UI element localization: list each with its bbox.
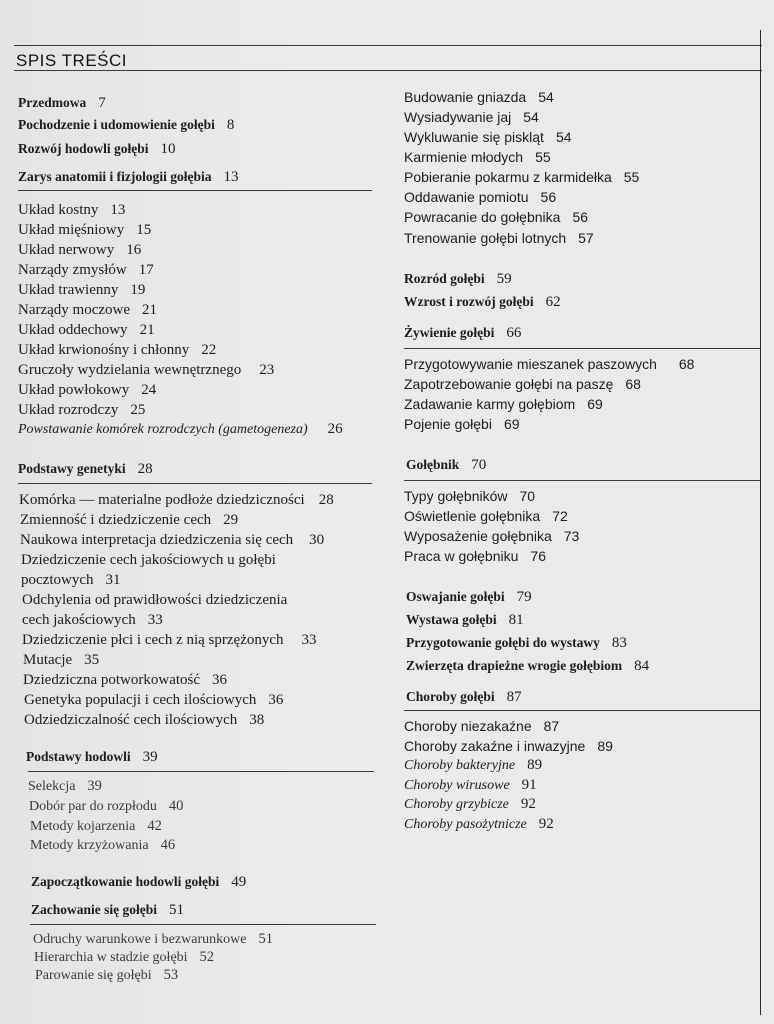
toc-page-number: 10 bbox=[160, 141, 176, 157]
toc-entry-title: Układ powłokowy bbox=[18, 382, 130, 398]
toc-entry-title: Odruchy warunkowe i bezwarunkowe bbox=[33, 932, 247, 947]
toc-entry bbox=[18, 301, 157, 319]
toc-entry bbox=[18, 140, 176, 158]
section-rule bbox=[30, 924, 376, 925]
toc-entry-title: Podstawy genetyki bbox=[18, 461, 126, 476]
toc-page-number: 33 bbox=[301, 632, 317, 648]
toc-page-number: 69 bbox=[503, 416, 520, 432]
toc-entry bbox=[18, 241, 141, 259]
toc-entry bbox=[18, 221, 151, 239]
toc-page-number: 66 bbox=[506, 325, 522, 341]
toc-entry bbox=[18, 281, 145, 299]
toc-entry-title: Przygotowanie gołębi do wystawy bbox=[406, 635, 600, 650]
toc-entry bbox=[404, 188, 556, 206]
toc-page-number: 89 bbox=[597, 738, 613, 754]
toc-entry-title: Zadawanie karmy gołębiom bbox=[404, 396, 576, 412]
toc-page-number: 21 bbox=[142, 302, 158, 318]
toc-page-number: 30 bbox=[309, 532, 325, 548]
toc-entry-title: Wysiadywanie jaj bbox=[404, 109, 512, 125]
toc-entry bbox=[22, 631, 317, 649]
toc-entry bbox=[18, 401, 145, 419]
toc-entry-title: Układ mięśniowy bbox=[18, 222, 125, 238]
toc-entry bbox=[33, 930, 273, 949]
toc-entry-title: Trenowanie gołębi lotnych bbox=[404, 230, 567, 246]
section-rule bbox=[18, 190, 372, 191]
section-rule bbox=[404, 480, 760, 481]
toc-page-number: 69 bbox=[587, 396, 603, 412]
toc-entry-title: Układ trawienny bbox=[18, 282, 119, 298]
toc-page-number: 26 bbox=[327, 421, 343, 437]
page-edge bbox=[760, 30, 761, 1015]
toc-page-number: 28 bbox=[137, 461, 153, 477]
toc-page-number: 83 bbox=[611, 635, 627, 651]
toc-entry bbox=[404, 717, 559, 735]
toc-entry-title: Choroby niezakaźne bbox=[404, 718, 532, 734]
toc-entry-title: Gruczoły wydzielania wewnętrznego bbox=[18, 362, 242, 378]
toc-entry-title: Rozród gołębi bbox=[404, 271, 485, 286]
toc-entry-title: Przedmowa bbox=[18, 95, 87, 110]
toc-entry-title: Mutacje bbox=[23, 652, 73, 668]
toc-entry-title: Pochodzenie i udomowienie gołębi bbox=[18, 117, 215, 132]
toc-entry-title: Wystawa gołębi bbox=[406, 612, 497, 627]
toc-page-number: 56 bbox=[540, 189, 557, 205]
toc-entry bbox=[18, 460, 153, 478]
toc-entry bbox=[30, 817, 162, 836]
toc-page-number: 28 bbox=[318, 492, 334, 508]
toc-entry bbox=[404, 229, 594, 247]
toc-page-number: 36 bbox=[212, 672, 228, 688]
toc-entry-title: Zmienność i dziedziczenie cech bbox=[20, 512, 212, 528]
toc-page-number: 36 bbox=[268, 692, 284, 708]
toc-entry-title: Dobór par do rozpłodu bbox=[29, 799, 157, 814]
toc-entry bbox=[35, 966, 178, 985]
toc-entry-title: Pobieranie pokarmu z karmidełka bbox=[404, 169, 612, 185]
toc-page-number: 51 bbox=[169, 902, 185, 918]
toc-page-number: 42 bbox=[147, 818, 162, 834]
toc-entry bbox=[404, 128, 572, 146]
toc-page-number: 46 bbox=[160, 837, 176, 853]
toc-entry-title: Typy gołębników bbox=[404, 488, 508, 504]
toc-entry-title: Zachowanie się gołębi bbox=[31, 902, 158, 917]
toc-entry bbox=[21, 551, 276, 569]
toc-entry bbox=[404, 375, 641, 393]
toc-page-number: 76 bbox=[530, 548, 546, 564]
section-rule bbox=[18, 483, 372, 484]
toc-page-number: 19 bbox=[130, 282, 146, 298]
toc-entry-title: Metody kojarzenia bbox=[30, 819, 136, 834]
toc-page-number: 13 bbox=[223, 169, 239, 185]
toc-entry bbox=[404, 756, 542, 775]
toc-page-number: 87 bbox=[506, 689, 522, 705]
toc-page-number: 62 bbox=[545, 294, 561, 310]
page-title: SPIS TREŚCI bbox=[16, 51, 127, 70]
toc-page-number: 68 bbox=[625, 376, 641, 392]
toc-entry-title: Przygotowywanie mieszanek paszowych bbox=[404, 356, 657, 372]
toc-entry bbox=[404, 815, 554, 834]
toc-entry bbox=[28, 777, 102, 796]
toc-entry bbox=[31, 873, 246, 891]
toc-entry bbox=[404, 415, 520, 433]
toc-entry-title: Oddawanie pomiotu bbox=[404, 189, 529, 205]
toc-page-number: 84 bbox=[634, 658, 650, 674]
toc-entry bbox=[406, 634, 627, 652]
toc-entry-title: Komórka — materialne podłoże dziedziczności bbox=[19, 492, 305, 508]
toc-entry bbox=[22, 591, 287, 609]
toc-page-number: 73 bbox=[563, 528, 580, 544]
toc-entry-title: Narządy zmysłów bbox=[18, 262, 127, 278]
toc-entry bbox=[20, 531, 324, 549]
toc-entry bbox=[406, 657, 649, 675]
toc-entry bbox=[406, 688, 522, 706]
toc-entry-title: Naukowa interpretacja dziedziczenia się cech bbox=[20, 532, 294, 548]
toc-page-number: 81 bbox=[508, 612, 524, 628]
toc-page-number: 89 bbox=[527, 757, 543, 773]
toc-entry bbox=[22, 611, 163, 629]
toc-entry bbox=[404, 527, 579, 545]
toc-entry-title: Zarys anatomii i fizjologii gołębia bbox=[18, 169, 212, 184]
toc-entry-title: Selekcja bbox=[28, 779, 76, 794]
toc-entry bbox=[18, 168, 239, 186]
toc-entry bbox=[29, 797, 183, 816]
toc-page-number: 31 bbox=[105, 572, 121, 588]
toc-entry bbox=[20, 511, 238, 529]
toc-entry-title: Dziedziczenie płci i cech z nią sprzężonych bbox=[22, 632, 284, 648]
toc-entry bbox=[23, 671, 227, 689]
toc-entry-title: Układ rozrodczy bbox=[18, 402, 119, 418]
toc-entry-title: Rozwój hodowli gołębi bbox=[18, 141, 149, 156]
toc-page-number: 87 bbox=[543, 718, 560, 734]
toc-entry-title: Układ oddechowy bbox=[18, 322, 128, 338]
toc-entry bbox=[26, 748, 158, 766]
toc-entry-title: Zapotrzebowanie gołębi na paszę bbox=[404, 376, 614, 392]
toc-page-number: 91 bbox=[521, 777, 537, 793]
toc-page-number: 70 bbox=[519, 488, 536, 504]
toc-entry bbox=[404, 88, 554, 106]
toc-page-number: 17 bbox=[138, 262, 154, 278]
toc-entry bbox=[21, 571, 120, 589]
toc-entry bbox=[404, 148, 551, 166]
toc-entry-title: Hierarchia w stadzie gołębi bbox=[34, 950, 188, 965]
toc-page-number: 38 bbox=[249, 712, 265, 728]
toc-page-number: 53 bbox=[163, 967, 179, 983]
toc-entry bbox=[404, 395, 603, 413]
toc-entry-title: Choroby pasożytnicze bbox=[404, 817, 527, 832]
toc-page-number: 59 bbox=[496, 271, 512, 287]
toc-page-number: 39 bbox=[142, 749, 158, 765]
toc-entry bbox=[18, 381, 156, 399]
toc-page-number: 39 bbox=[87, 778, 102, 794]
toc-page-number: 54 bbox=[555, 129, 572, 145]
toc-entry-title: Oswajanie gołębi bbox=[406, 589, 505, 604]
toc-entry-title: Choroby wirusowe bbox=[404, 778, 510, 793]
toc-entry-title: Zwierzęta drapieżne wrogie gołębiom bbox=[406, 658, 623, 673]
toc-page-number: 68 bbox=[678, 356, 695, 372]
toc-entry-title: Podstawy hodowli bbox=[26, 749, 131, 764]
toc-page-number: 7 bbox=[98, 95, 106, 111]
toc-entry-title: Metody krzyżowania bbox=[30, 838, 149, 853]
toc-entry bbox=[406, 456, 486, 474]
toc-entry-title: Choroby bakteryjne bbox=[404, 758, 516, 773]
toc-entry bbox=[18, 420, 343, 439]
toc-page-number: 79 bbox=[516, 589, 532, 605]
toc-page-number: 70 bbox=[471, 457, 487, 473]
toc-entry bbox=[18, 361, 274, 379]
toc-page-number: 8 bbox=[226, 117, 235, 133]
toc-page-number: 55 bbox=[623, 169, 640, 185]
toc-entry bbox=[31, 901, 184, 919]
toc-page-number: 92 bbox=[520, 796, 536, 812]
toc-entry bbox=[404, 324, 521, 342]
toc-entry bbox=[404, 487, 535, 505]
toc-page-number: 23 bbox=[259, 362, 275, 378]
toc-entry bbox=[18, 201, 125, 219]
toc-entry bbox=[404, 168, 639, 186]
toc-entry-title: Wykluwanie się piskląt bbox=[404, 129, 544, 145]
toc-entry-title: Wyposażenie gołębnika bbox=[404, 528, 552, 544]
toc-page-number: 52 bbox=[199, 949, 215, 965]
toc-entry bbox=[18, 94, 106, 112]
toc-entry-title: Pojenie gołębi bbox=[404, 416, 492, 432]
section-rule bbox=[404, 710, 760, 711]
toc-page-number: 72 bbox=[552, 508, 568, 524]
toc-page-number: 54 bbox=[523, 109, 539, 125]
toc-entry-title: Dziedziczna potworkowatość bbox=[23, 672, 201, 688]
toc-page-number: 33 bbox=[147, 612, 163, 628]
section-rule bbox=[28, 771, 374, 772]
toc-page-number: 35 bbox=[84, 652, 100, 668]
toc-entry-title: Oświetlenie gołębnika bbox=[404, 508, 541, 524]
toc-entry-title: Układ krwionośny i chłonny bbox=[18, 342, 190, 358]
toc-page-number: 40 bbox=[168, 798, 184, 814]
toc-entry bbox=[404, 776, 537, 795]
toc-entry-title: Genetyka populacji i cech ilościowych bbox=[24, 692, 257, 708]
toc-entry bbox=[23, 651, 99, 669]
toc-page-number: 57 bbox=[578, 230, 594, 246]
toc-entry-title: cech jakościowych bbox=[22, 612, 136, 628]
toc-page-number: 29 bbox=[223, 512, 239, 528]
toc-entry-title: Budowanie gniazda bbox=[404, 89, 527, 105]
toc-entry-title: Układ kostny bbox=[18, 202, 99, 218]
toc-entry bbox=[404, 293, 561, 311]
toc-page-number: 49 bbox=[231, 874, 247, 890]
toc-entry bbox=[404, 547, 546, 565]
toc-entry-title: Żywienie gołębi bbox=[404, 325, 495, 340]
toc-entry bbox=[404, 108, 539, 126]
toc-entry-title: Choroby gołębi bbox=[406, 689, 495, 704]
toc-entry-title: Parowanie się gołębi bbox=[35, 968, 152, 983]
toc-entry-title: Odchylenia od prawidłowości dziedziczenia bbox=[22, 592, 288, 608]
toc-entry bbox=[24, 711, 264, 729]
toc-entry-title: Karmienie młodych bbox=[404, 149, 524, 165]
toc-entry bbox=[18, 341, 216, 359]
toc-entry-title: Powstawanie komórek rozrodczych (gametogeneza) bbox=[18, 422, 308, 437]
toc-entry bbox=[18, 261, 154, 279]
toc-entry bbox=[18, 116, 234, 134]
toc-page-number: 13 bbox=[110, 202, 126, 218]
toc-entry-title: Narządy moczowe bbox=[18, 302, 131, 318]
toc-entry bbox=[404, 507, 568, 525]
toc-page-number: 22 bbox=[201, 342, 217, 358]
toc-page-number: 21 bbox=[139, 322, 155, 338]
toc-entry bbox=[406, 588, 532, 606]
toc-entry-title: Powracanie do gołębnika bbox=[404, 209, 561, 225]
toc-entry-title: Choroby zakaźne i inwazyjne bbox=[404, 738, 586, 754]
toc-entry-title: Układ nerwowy bbox=[18, 242, 115, 258]
toc-page-number: 55 bbox=[535, 149, 551, 165]
toc-page-number: 24 bbox=[141, 382, 157, 398]
toc-entry bbox=[18, 321, 155, 339]
toc-entry-title: Odziedziczalność cech ilościowych bbox=[24, 712, 238, 728]
toc-page-number: 92 bbox=[538, 816, 554, 832]
toc-entry bbox=[34, 948, 214, 967]
toc-entry bbox=[404, 737, 613, 755]
toc-entry bbox=[404, 208, 588, 226]
toc-entry bbox=[24, 691, 283, 709]
toc-entry bbox=[406, 611, 524, 629]
toc-entry-title: Zapoczątkowanie hodowli gołębi bbox=[31, 874, 220, 889]
section-rule bbox=[404, 348, 760, 349]
toc-entry-title: Choroby grzybicze bbox=[404, 797, 509, 812]
toc-page-number: 15 bbox=[136, 222, 152, 238]
toc-entry bbox=[404, 795, 536, 814]
toc-page-number: 25 bbox=[130, 402, 146, 418]
toc-entry-title: Gołębnik bbox=[406, 457, 460, 472]
toc-page-number: 56 bbox=[572, 209, 589, 225]
toc-entry bbox=[404, 270, 512, 288]
toc-page-number: 54 bbox=[538, 89, 554, 105]
toc-page-number: 51 bbox=[258, 931, 273, 947]
top-rule bbox=[14, 45, 762, 46]
toc-entry bbox=[404, 355, 694, 373]
toc-page-number: 16 bbox=[126, 242, 142, 258]
toc-entry-title: pocztowych bbox=[21, 572, 94, 588]
toc-entry-title: Dziedziczenie cech jakościowych u gołębi bbox=[21, 552, 276, 568]
toc-entry-title: Wzrost i rozwój gołębi bbox=[404, 294, 534, 309]
toc-entry bbox=[19, 491, 334, 509]
toc-entry-title: Praca w gołębniku bbox=[404, 548, 519, 564]
toc-entry bbox=[30, 836, 175, 855]
